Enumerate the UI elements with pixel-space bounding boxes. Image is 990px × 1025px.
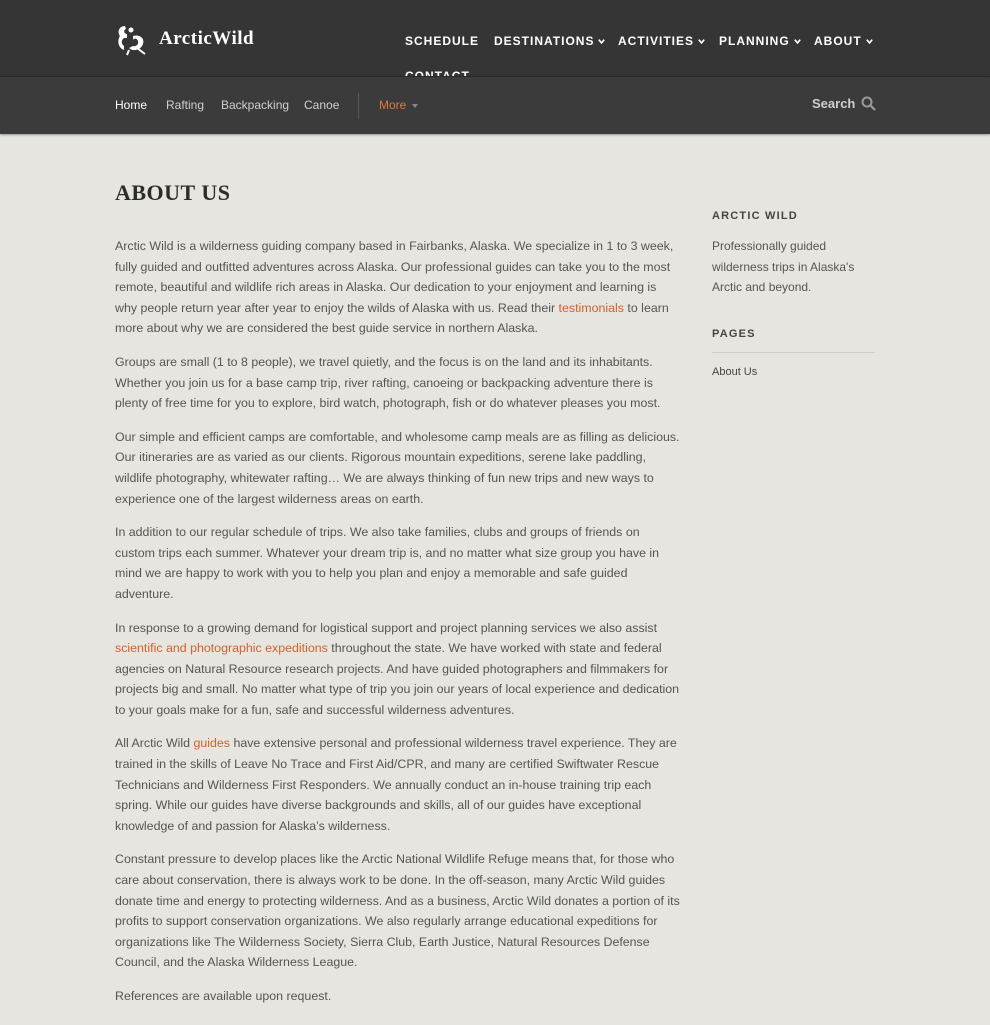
- search-icon: [861, 96, 876, 111]
- paragraph: [115, 618, 680, 721]
- pages-heading: PAGES: [712, 327, 756, 340]
- sidebar-link-about-us[interactable]: About Us: [712, 365, 758, 378]
- paragraph-text: References are available upon request.: [115, 989, 332, 1003]
- site-header: [0, 0, 990, 76]
- subnav-backpacking[interactable]: Backpacking: [221, 98, 290, 112]
- nav-planning[interactable]: [719, 34, 802, 48]
- paragraph-text: to learn more about why we are considered the best guide service in northern Alaska.: [115, 300, 669, 336]
- paragraph-text: In addition to our regular schedule of trips. We also take families, clubs and groups of friends on custom trips each summer. Whatever your dream trip is, and no matter what size group you have in mind we are happy to work with you to help you plan and enjoy a memorable and safe guided adventure.: [115, 525, 660, 601]
- paragraph-text: Arctic Wild is a wilderness guiding company based in Fairbanks, Alaska. We specialize in 1 to 3 week, fully guided and outfitted adventures across Alaska. Our professional guides can take you to the most remote, beautiful and wildlife rich areas in Alaska. Our dedication to your enjoyment and learning is why people return year after year to enjoy the wilds of Alaska with us. Read their: [115, 239, 674, 315]
- chevron-down-icon: [697, 37, 706, 46]
- paragraph: [115, 849, 680, 973]
- paragraph-text: In response to a growing demand for logistical support and project planning services we also assist: [115, 620, 658, 635]
- logo-text: ArcticWild: [159, 28, 255, 49]
- paragraph-text: throughout the state. We have worked with state and federal agencies on Natural Resource research projects. And have guided photographers and filmmakers for projects big and small. No matter what type of trip you join our years of local experience and dedication to your goals make for a fun, safe and successful wilderness adventures.: [115, 641, 680, 717]
- sidebar-heading: ARCTIC WILD: [712, 210, 798, 222]
- subnav-rafting[interactable]: Rafting: [166, 98, 205, 112]
- chevron-down-icon: [793, 37, 802, 46]
- page-title: ABOUT US: [115, 180, 231, 205]
- more-label: More: [379, 98, 407, 112]
- search-label: Search: [812, 96, 856, 111]
- site-logo[interactable]: [115, 22, 254, 56]
- logo-bear-icon: [115, 22, 151, 56]
- subnav-home[interactable]: Home: [115, 98, 148, 112]
- nav-destinations[interactable]: [494, 34, 606, 48]
- paragraph: [115, 352, 680, 414]
- nav-label: ABOUT: [814, 34, 862, 48]
- nav-activities[interactable]: [618, 34, 706, 48]
- subnav-divider: [358, 93, 359, 119]
- nav-label: SCHEDULE: [405, 34, 480, 48]
- paragraph-text: Groups are small (1 to 8 people), we travel quietly, and the focus is on the land and its inhabitants. Whether you join us for a base camp trip, river rafting, canoeing or backpacking adventure there is plenty of free time for you to explore, bird watch, photograph, fish or do whatever pleases you most.: [115, 354, 661, 411]
- nav-schedule[interactable]: [405, 34, 479, 48]
- caret-down-icon: [412, 104, 418, 108]
- sidebar-divider: [712, 352, 875, 353]
- subnav-more-button[interactable]: [379, 98, 418, 112]
- paragraph-text: Our simple and efficient camps are comfortable, and wholesome camp meals are as filling as delicious. Our itineraries are as varied as our clients. Rigorous mountain expeditions, serene lake paddling, wildlife photography, whitewater rafting… We are always thinking of fun new trips and new ways to experience one of the largest wilderness areas on earth.: [115, 429, 680, 506]
- sidebar: [712, 210, 875, 378]
- paragraph: [115, 427, 680, 509]
- paragraph-text: Constant pressure to develop places like the Arctic National Wildlife Refuge means that, for those who care about conservation, there is always work to be done. In the off-season, many Arctic Wild guides donate time and energy to protecting wilderness. And as a business, Arctic Wild donates a portion of its profits to support conservation organizations. We also regularly arrange educational expeditions for organizations like The Wilderness Society, Sierra Club, Earth Justice, Natural Resources Defense Council, and the Alaska Wilderness League.: [115, 852, 680, 970]
- nav-about[interactable]: [814, 34, 874, 48]
- nav-label: ACTIVITIES: [618, 34, 695, 48]
- sub-nav-bar: [0, 76, 990, 134]
- article-body: [115, 236, 680, 1020]
- subnav-canoe[interactable]: Canoe: [304, 98, 340, 112]
- inline-link[interactable]: testimonials: [558, 300, 624, 315]
- chevron-down-icon: [865, 37, 874, 46]
- paragraph: [115, 986, 680, 1007]
- nav-label: PLANNING: [719, 34, 790, 48]
- paragraph: [115, 236, 680, 339]
- paragraph-text: All Arctic Wild: [115, 736, 194, 751]
- search-button[interactable]: [812, 96, 876, 111]
- inline-link[interactable]: guides: [193, 736, 230, 751]
- inline-link[interactable]: scientific and photographic expeditions: [115, 641, 328, 656]
- paragraph-text: have extensive personal and professional wilderness travel experience. They are trained in the skills of Leave No Trace and First Aid/CPR, and many are certified Swiftwater Rescue Technicians and Wilderness First Responders. We annually conduct an in-house training trip each spring. While our guides have diverse backgrounds and skills, all of our guides have exceptional knowledge of and passion for Alaska’s wilderness.: [115, 736, 677, 833]
- nav-label: DESTINATIONS: [494, 34, 595, 48]
- paragraph: [115, 522, 680, 604]
- chevron-down-icon: [597, 37, 606, 46]
- paragraph: [115, 733, 680, 836]
- sidebar-description: Professionally guided wilderness trips in Alaska's Arctic and beyond.: [712, 239, 855, 295]
